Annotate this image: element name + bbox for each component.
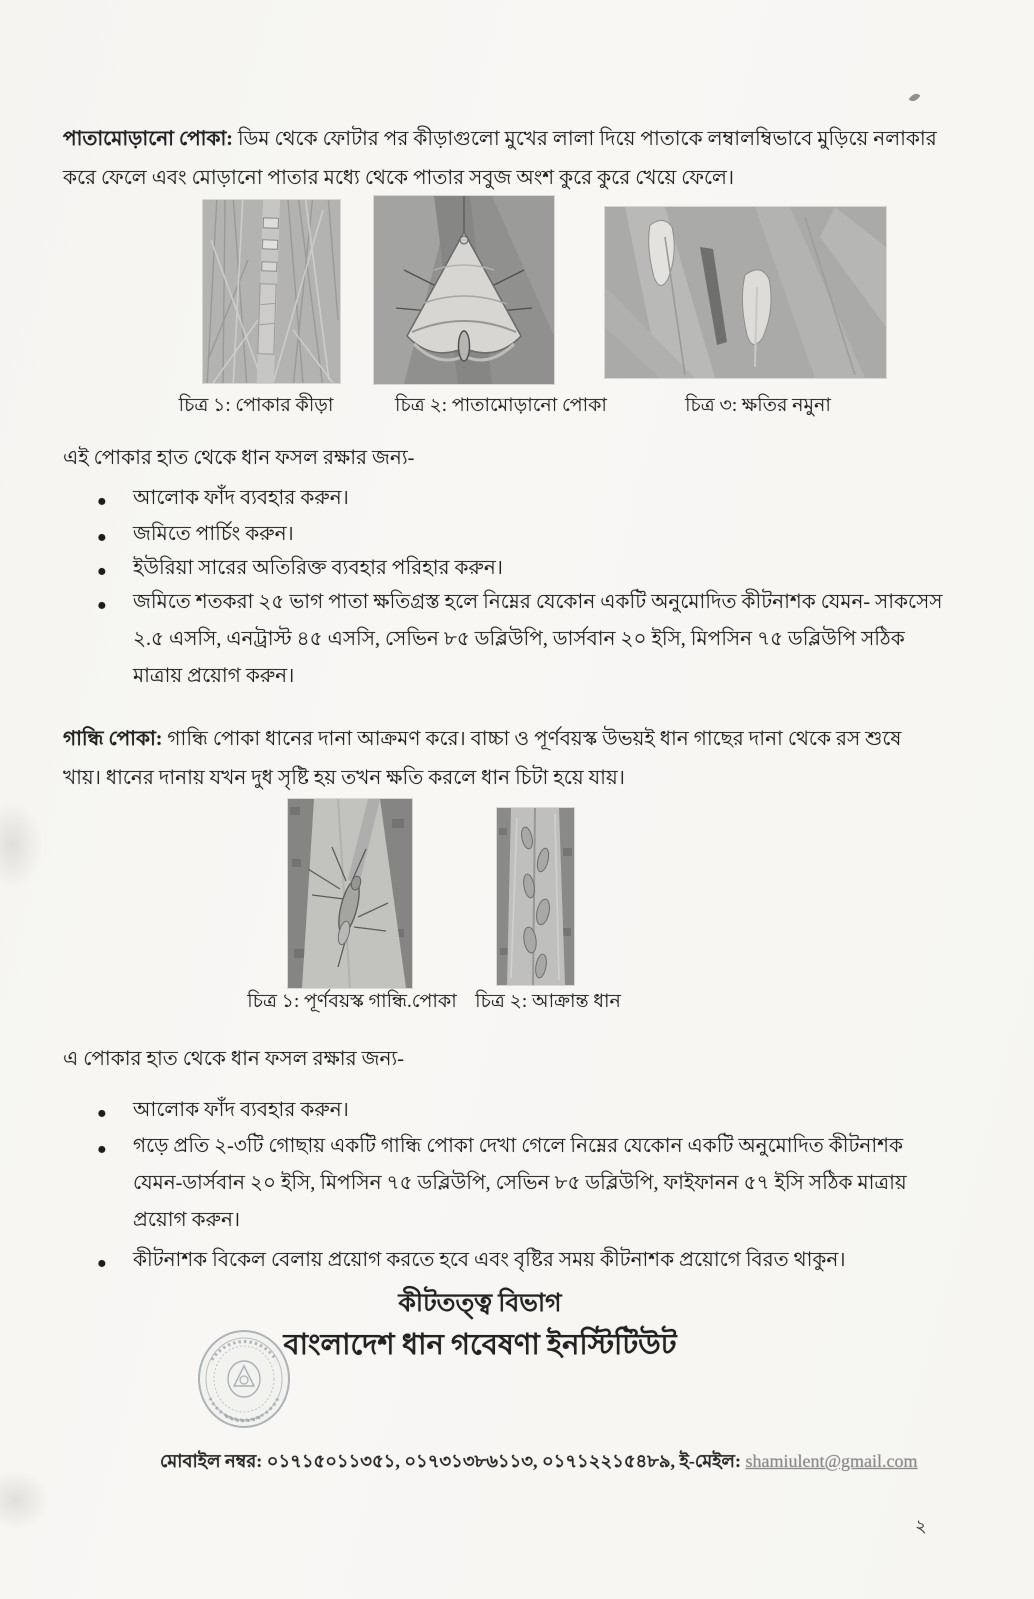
list-item: ● ইউরিয়া সারের অতিরিক্ত ব্যবহার পরিহার করুন। <box>97 550 942 587</box>
scan-speck <box>908 92 920 102</box>
list-item: ● জমিতে শতকরা ২৫ ভাগ পাতা ক্ষতিগ্রস্ত হলে নিম্নের যেকোন একটি অনুমোদিত কীটনাশক যেমন- সাকসেস ২.৫ এসসি, এনট্রাস্ট ৪৫ এসসি, সেভিন ৮৫ ডব্লিউপি, ডার্সবান ২০ ইসি, মিপসিন ৭৫ ডব্লিউপি সঠিক মাত্রায় প্রয়োগ করুন। <box>97 584 942 695</box>
list-item: ● গড়ে প্রতি ২-৩টি গোছায় একটি গান্ধি পোকা দেখা গেলে নিম্নের যেকোন একটি অনুমোদিত কীটনাশক যেমন-ডার্সবান ২০ ইসি, মিপসিন ৭৫ ডব্লিউপি, সেভিন ৮৫ ডব্লিউপি, ফাইফানন ৫৭ ইসি সঠিক মাত্রায় প্রয়োগ করুন। <box>97 1128 942 1239</box>
leaffolder-intro-paragraph <box>63 120 941 198</box>
leaf-damage-sample-photo <box>605 207 886 378</box>
bullet-icon: ● <box>97 493 107 510</box>
larva-on-rice-stem-photo <box>203 200 340 383</box>
infested-rice-photo <box>497 808 574 985</box>
list-item: ● কীটনাশক বিকেল বেলায় প্রয়োগ করতে হবে এবং বৃষ্টির সময় কীটনাশক প্রয়োগে বিরত থাকুন। <box>97 1242 942 1279</box>
list-item: ● জমিতে পার্চিং করুন। <box>97 516 942 553</box>
bullet-icon: ● <box>97 1141 107 1158</box>
ricebug-protect-heading: এ পোকার হাত থেকে ধান ফসল রক্ষার জন্য- <box>63 1048 404 1070</box>
leaffolder-protect-heading: এই পোকার হাত থেকে ধান ফসল রক্ষার জন্য- <box>63 447 415 469</box>
email-link: shamiulent@gmail.com <box>745 1451 918 1471</box>
ricebug-description: গান্ধি পোকা ধানের দানা আক্রমণ করে। বাচ্চা ও পূর্ণবয়স্ক উভয়ই ধান গাছের দানা থেকে রস শুষে খায়। ধানের দানায় যখন দুধ সৃষ্টি হয় তখন ক্ষতি করলে ধান চিটা হয়ে যায়। <box>63 728 902 789</box>
figure-caption: চিত্র ২: আক্রান্ত ধান <box>475 991 621 1012</box>
brri-seal-icon <box>196 1328 292 1435</box>
bullet-icon: ● <box>97 597 107 614</box>
bullet-icon: ● <box>97 529 107 546</box>
adult-rice-bug-photo <box>288 799 412 988</box>
leaffolder-term: পাতামোড়ানো পোকা: <box>63 128 233 150</box>
scan-smudge <box>0 1470 50 1530</box>
leaffolder-moth-photo <box>374 196 554 384</box>
bullet-icon: ● <box>97 1105 107 1122</box>
bullet-icon: ● <box>97 1255 107 1272</box>
ricebug-intro-paragraph <box>63 720 941 798</box>
list-item: ● আলোক ফাঁদ ব্যবহার করুন। <box>97 480 942 517</box>
list-item: ● আলোক ফাঁদ ব্যবহার করুন। <box>97 1092 942 1129</box>
contact-label: মোবাইল নম্বর: ০১৭১৫০১১৩৫১, ০১৭৩১৩৮৬১১৩, ০১৭১২২১৫৪৮৯, ই-মেইল: <box>160 1451 746 1471</box>
scan-smudge <box>0 800 42 890</box>
figure-caption: চিত্র ৩: ক্ষতির নমুনা <box>685 395 831 416</box>
page-number: ২ <box>915 1516 927 1536</box>
department-name: কীটতত্ত্ব বিভাগ <box>398 1290 562 1317</box>
leaffolder-description: ডিম থেকে ফোটার পর কীড়াগুলো মুখের লালা দিয়ে পাতাকে লম্বালম্বিভাবে মুড়িয়ে নলাকার করে ফেলে এবং মোড়ানো পাতার মধ্যে থেকে পাতার সবুজ অংশ কুরে কুরে খেয়ে ফেলে। <box>63 128 937 189</box>
figure-caption: চিত্র ১: পূর্ণবয়স্ক গান্ধি.পোকা <box>247 991 457 1012</box>
figure-caption: চিত্র ১: পোকার কীড়া <box>178 395 334 416</box>
ricebug-term: গান্ধি পোকা: <box>63 728 163 750</box>
institute-name: বাংলাদেশ ধান গবেষণা ইনস্টিটিউট <box>283 1329 677 1361</box>
bullet-icon: ● <box>97 563 107 580</box>
contact-line <box>160 1447 920 1478</box>
figure-caption: চিত্র ২: পাতামোড়ানো পোকা <box>395 395 607 416</box>
